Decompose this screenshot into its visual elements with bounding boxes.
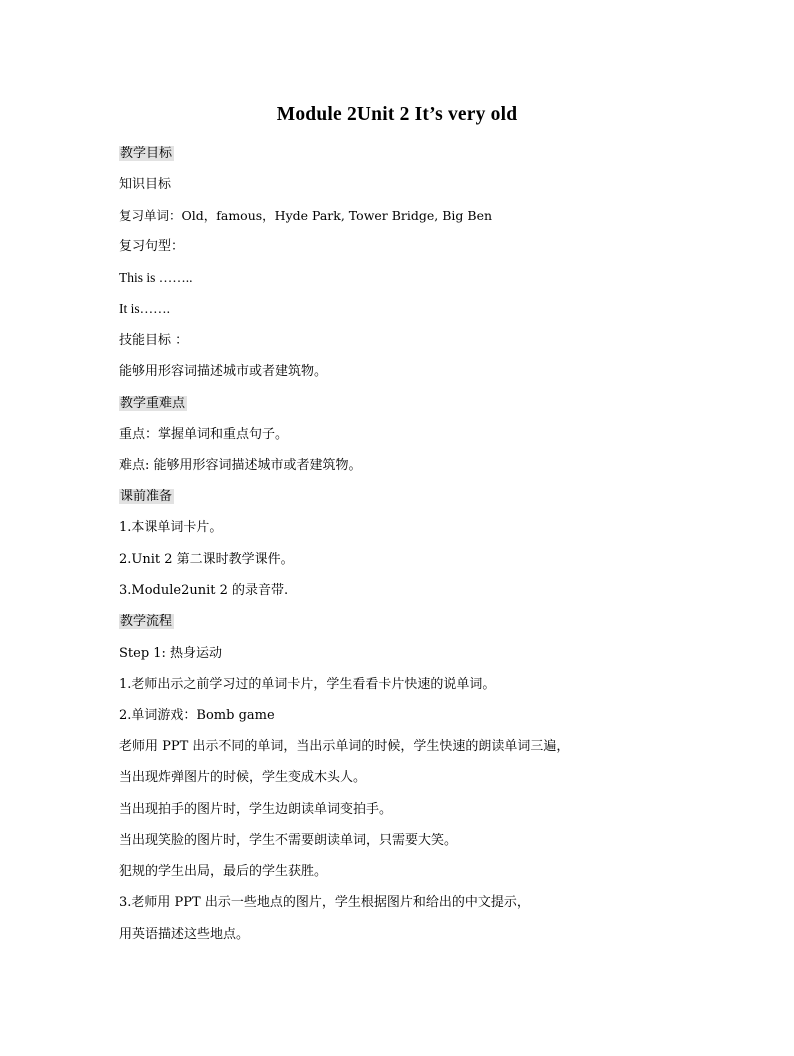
paragraph-line: 用英语描述这些地点。 [119, 927, 250, 942]
paragraph-line: 当出现炸弹图片的时候，学生变成木头人。 [119, 770, 367, 785]
highlighted-text: 教学目标 [120, 146, 173, 161]
paragraph-line: 知识目标 [119, 177, 172, 192]
highlighted-text: 课前准备 [120, 489, 173, 504]
section-heading-procedure [119, 613, 174, 631]
paragraph-line: 难点: 能够用形容词描述城市或者建筑物。 [119, 458, 362, 473]
paragraph-line: It is……. [119, 301, 171, 316]
paragraph-line: 老师用 PPT 出示不同的单词，当出示单词的时候，学生快速的朗读单词三遍， [119, 739, 570, 754]
document-title: Module 2Unit 2 It’s very old [276, 104, 518, 125]
section-heading-preparation [119, 488, 174, 506]
paragraph-line: 复习单词：Old，famous，Hyde Park, Tower Bridge, Big Ben [119, 208, 493, 223]
highlighted-text: 教学重难点 [120, 396, 186, 411]
paragraph-line: 1.老师出示之前学习过的单词卡片，学生看看卡片快速的说单词。 [119, 677, 496, 692]
paragraph-line: 1.本课单词卡片。 [119, 520, 223, 535]
section-heading-objectives [119, 145, 174, 163]
highlighted-text: 教学流程 [120, 614, 173, 629]
paragraph-line: 当出现笑脸的图片时，学生不需要朗读单词，只需要大笑。 [119, 833, 458, 848]
paragraph-line: 2.Unit 2 第二课时教学课件。 [119, 552, 294, 567]
section-heading-key-points [119, 395, 187, 413]
paragraph-line: 能够用形容词描述城市或者建筑物。 [119, 364, 328, 379]
paragraph-line: 技能目标 ： [119, 333, 189, 348]
paragraph-line: 重点：掌握单词和重点句子。 [119, 427, 289, 442]
paragraph-line: 3.Module2unit 2 的录音带. [119, 583, 289, 598]
paragraph-line: 3.老师用 PPT 出示一些地点的图片，学生根据图片和给出的中文提示， [119, 895, 530, 910]
paragraph-line: Step 1: 热身运动 [119, 646, 223, 661]
paragraph-line: 2.单词游戏：Bomb game [119, 708, 275, 723]
paragraph-line: This is …….. [119, 270, 193, 285]
paragraph-line: 当出现拍手的图片时，学生边朗读单词变拍手。 [119, 802, 393, 817]
paragraph-line: 犯规的学生出局，最后的学生获胜。 [119, 864, 328, 879]
paragraph-line: 复习句型： [119, 239, 185, 254]
